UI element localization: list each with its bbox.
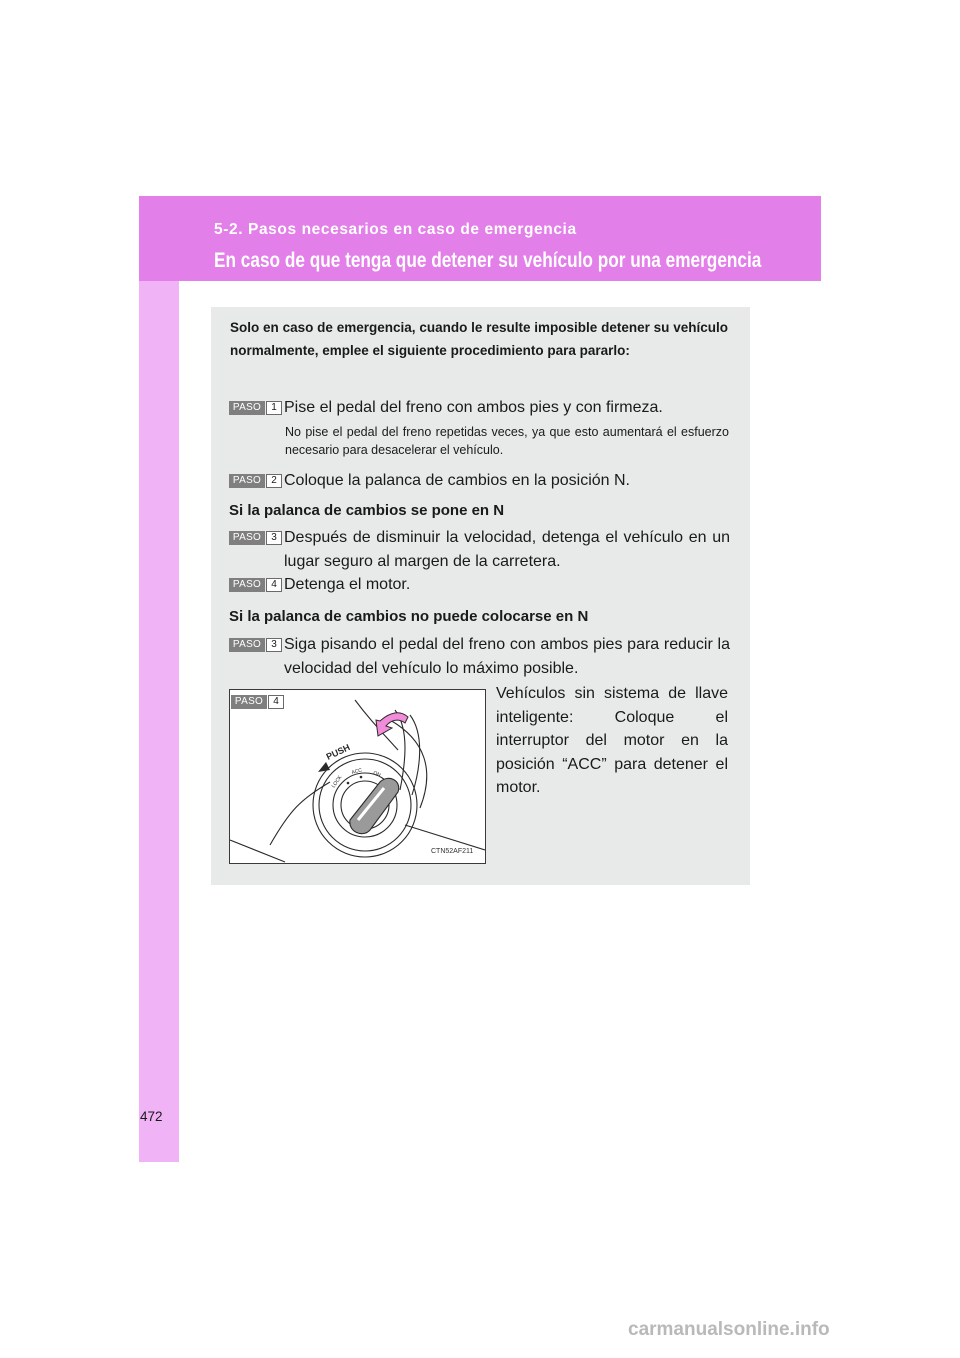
step-text: Detenga el motor. (284, 576, 411, 593)
step-1-note: No pise el pedal del freno repetidas veces, ya que esto aumentará el esfuerzo necesario para desacelerar el vehículo. (285, 425, 729, 457)
step-tag: PASO 3 (229, 638, 281, 652)
heading-case-not-n: Si la palanca de cambios no puede colocarse en N (229, 608, 589, 625)
heading-case-n: Si la palanca de cambios se pone en N (229, 502, 505, 519)
step-text: Siga pisando el pedal del freno con ambos pies para reducir la velocidad del vehículo lo máximo posible. (284, 636, 730, 677)
section-title: 5-2. Pasos necesarios en caso de emergencia (214, 221, 577, 238)
svg-text:PUSH: PUSH (324, 742, 352, 762)
intro-text: Solo en caso de emergencia, cuando le resulte imposible detener su vehículo normalmente, emplee el siguiente procedimiento para pararlo: (230, 320, 728, 358)
step-tag: PASO 2 (229, 474, 281, 488)
ignition-switch-figure (229, 689, 486, 864)
figure-code: CTN52AF211 (431, 848, 474, 855)
page-number: 472 (140, 1109, 163, 1124)
content-box (211, 307, 750, 885)
svg-text:ON: ON (372, 770, 382, 779)
step-tag: PASO 3 (229, 531, 281, 545)
step-text: Coloque la palanca de cambios en la posición N. (284, 472, 630, 489)
step-text: Después de disminuir la velocidad, detenga el vehículo en un lugar seguro al margen de la carretera. (284, 529, 730, 570)
ignition-key-illustration (230, 690, 485, 863)
page-header (139, 196, 821, 281)
step-tag: PASO 4 (229, 578, 281, 592)
svg-text:LOCK: LOCK (330, 774, 344, 790)
step-text: Pise el pedal del freno con ambos pies y con firmeza. (284, 399, 663, 416)
side-bar (139, 196, 179, 1162)
step-4-case-not-n-text: Vehículos sin sistema de llave inteligente: Coloque el interruptor del motor en la posición “ACC” para detener el motor. (496, 685, 728, 796)
page-title: En caso de que tenga que detener su vehículo por una emergencia (214, 249, 762, 272)
watermark: carmanualsonline.info (628, 1319, 830, 1340)
figure-step-tag: PASO 4 (231, 695, 283, 709)
svg-text:ACC: ACC (350, 767, 363, 776)
step-tag: PASO 1 (229, 401, 281, 415)
